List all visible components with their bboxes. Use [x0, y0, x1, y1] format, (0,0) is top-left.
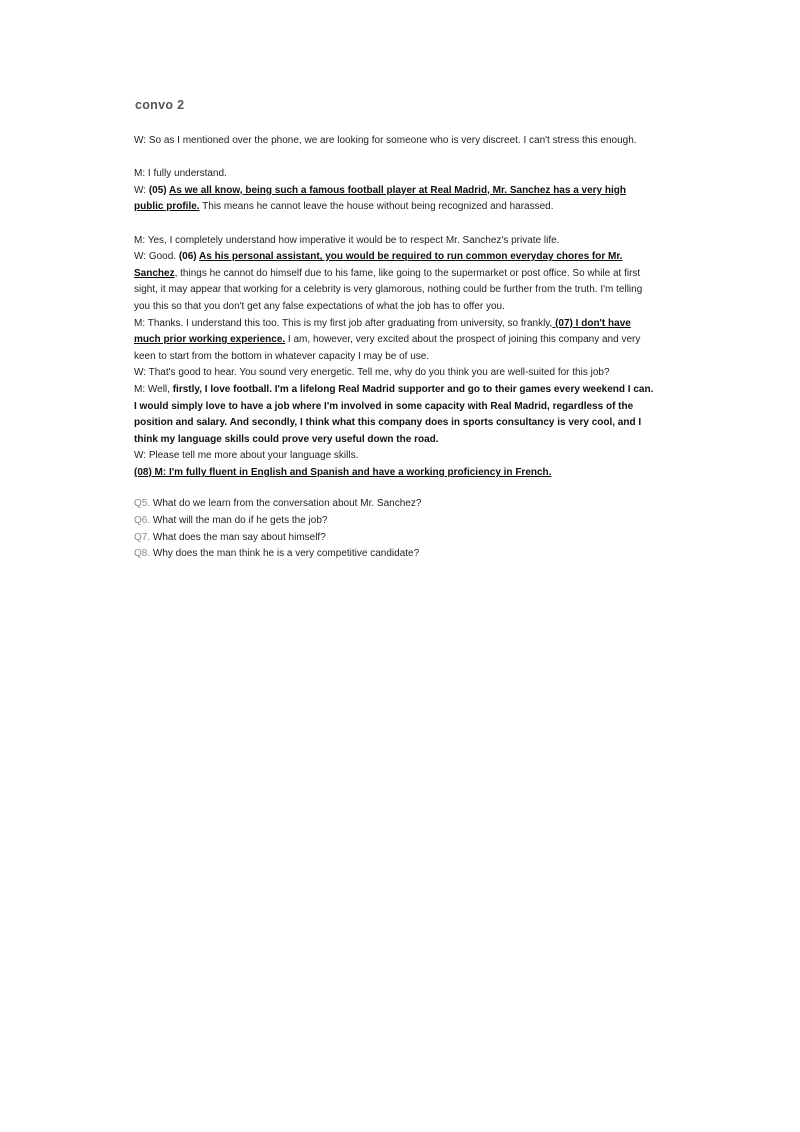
question-q8 — [134, 546, 654, 563]
question-ref-06: (06) — [178, 251, 200, 263]
line-w-well-suited — [134, 365, 654, 382]
question-ref-05: (05) — [148, 184, 170, 196]
line-text: This means he cannot leave the house without being recognized and harassed. — [199, 201, 554, 213]
question-number: Q8. — [134, 548, 151, 560]
speaker-prefix: M: Thanks. I understand this too. This is my first job after graduating from university, so frankly, — [134, 317, 553, 329]
line-m-fluent — [134, 465, 654, 482]
question-text: What do we learn from the conversation about Mr. Sanchez? — [150, 498, 422, 510]
line-w-chores — [134, 249, 654, 315]
conversation-body — [134, 133, 654, 563]
line-w-public-profile — [134, 183, 654, 216]
key-sentence-05: As we all know, being such a famous football player at Real Madrid, Mr. Sanchez has a very high public profile. — [134, 184, 627, 213]
line-text: W: That's good to hear. You sound very energetic. Tell me, why do you think you are well-suited for this job? — [134, 367, 610, 379]
question-text: What will the man do if he gets the job? — [150, 515, 328, 527]
line-w-discreet — [134, 133, 654, 150]
line-text: W: Please tell me more about your language skills. — [134, 450, 359, 462]
question-q5 — [134, 496, 654, 513]
speaker-prefix: W: — [134, 184, 149, 196]
question-number: Q5. — [134, 498, 151, 510]
line-text: M: I fully understand. — [134, 168, 227, 180]
question-text: Why does the man think he is a very competitive candidate? — [150, 548, 420, 560]
spacer — [134, 150, 654, 167]
document-heading: convo 2 — [135, 98, 185, 112]
spacer — [134, 216, 654, 233]
speaker-prefix: W: Good. — [134, 251, 179, 263]
line-text: I am, however, very excited about the prospect of joining this company and very keen to start from the bottom in whatever capacity I may be of use. — [134, 334, 641, 362]
question-q7 — [134, 530, 654, 547]
question-number: Q6. — [134, 515, 151, 527]
line-m-football — [134, 382, 654, 448]
line-text: W: So as I mentioned over the phone, we are looking for someone who is very discreet. I can't stress this enough. — [134, 135, 637, 146]
line-w-language — [134, 448, 654, 465]
bold-answer: firstly, I love football. I'm a lifelong Real Madrid supporter and go to their games every weekend I can. I would simply love to have a job where I'm involved in some capacity with Real Madrid, regardless of the position and salary. And secondly, I think what this company does in sports consultancy is very cool, and I think my language skills could prove very useful down the road. — [134, 383, 654, 445]
line-m-private-life — [134, 233, 654, 250]
question-text: What does the man say about himself? — [150, 531, 326, 543]
key-sentence-08: (08) M: I'm fully fluent in English and Spanish and have a working proficiency in French. — [134, 466, 552, 478]
question-q6 — [134, 513, 654, 530]
key-sentence-06: As his personal assistant, you would be required to run common everyday chores for Mr. Sanchez — [134, 251, 623, 279]
key-sentence-07: (07) I don't have much prior working experience. — [134, 317, 631, 346]
spacer — [134, 481, 654, 496]
line-text: M: Yes, I completely understand how imperative it would be to respect Mr. Sanchez's private life. — [134, 234, 560, 246]
line-text: , things he cannot do himself due to his fame, like going to the supermarket or post office. So while at first sight, it may appear that working for a celebrity is very glamorous, nothing could be further from the truth. I'm telling you this so that you don't get any false expectations of what the job has to offer you. — [134, 267, 643, 312]
speaker-prefix: M: Well, — [134, 383, 173, 395]
question-number: Q7. — [134, 531, 151, 543]
line-m-experience — [134, 316, 654, 366]
line-m-understand — [134, 166, 654, 183]
